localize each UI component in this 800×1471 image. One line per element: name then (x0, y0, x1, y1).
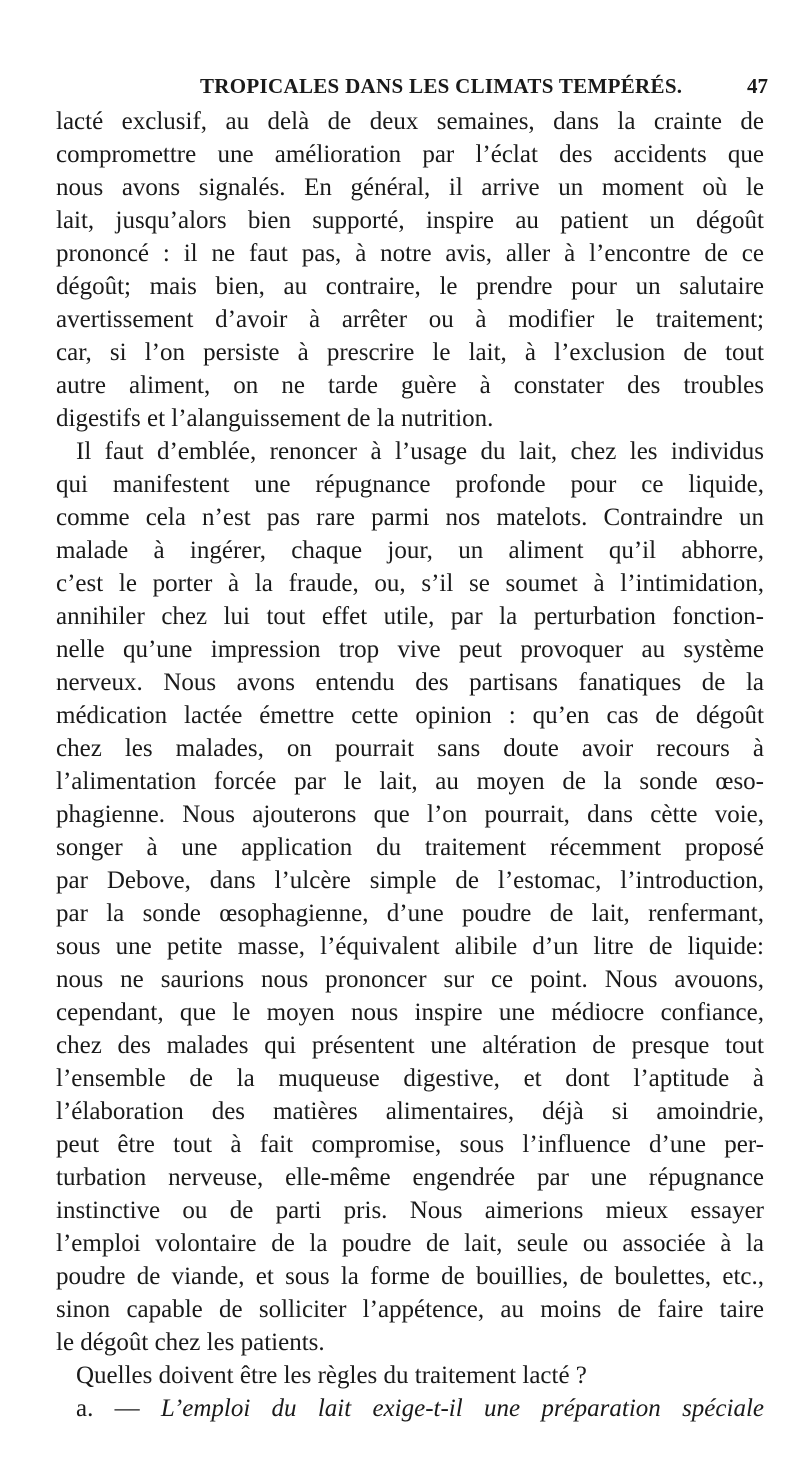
text-line: qui manifestent une répugnance profonde pour ce liquide, (56, 471, 764, 498)
text-line: songer à une application du traitement récemment proposé (56, 834, 764, 861)
text-line: chez des malades qui présentent une altération de presque tout (56, 1032, 764, 1059)
text-line: annihiler chez lui tout effet utile, par la perturbation fonction- (56, 603, 764, 630)
heading-prefix: a. — (76, 1395, 161, 1422)
text-line: phagienne. Nous ajouterons que l’on pourrait, dans cètte voie, (56, 801, 764, 828)
text-line: l’alimentation forcée par le lait, au moyen de la sonde œso- (56, 768, 764, 795)
text-line: cependant, que le moyen nous inspire une médiocre confiance, (56, 999, 764, 1026)
text-line: l’emploi volontaire de la poudre de lait, seule ou associée à la (56, 1230, 764, 1257)
text-line: sinon capable de solliciter l’appétence, au moins de faire taire (56, 1296, 764, 1323)
running-header (56, 70, 768, 106)
text-line: turbation nerveuse, elle-même engendrée par une répugnance (56, 1164, 764, 1191)
text-line: instinctive ou de parti pris. Nous aimerions mieux essayer (56, 1197, 764, 1224)
text-line: peut être tout à fait compromise, sous l’influence d’une per- (56, 1131, 764, 1158)
text-line: avertissement d’avoir à arrêter ou à modifier le traitement; (56, 306, 764, 333)
text-line: prononcé : il ne faut pas, à notre avis, aller à l’encontre de ce (56, 240, 764, 267)
text-line: l’ensemble de la muqueuse digestive, et dont l’aptitude à (56, 1065, 764, 1092)
text-line: c’est le porter à la fraude, ou, s’il se soumet à l’intimidation, (56, 570, 764, 597)
text-line: nous avons signalés. En général, il arrive un moment où le (56, 174, 764, 201)
text-line: autre aliment, on ne tarde guère à constater des troubles (56, 372, 764, 399)
text-line: lacté exclusif, au delà de deux semaines, dans la crainte de (56, 108, 764, 135)
text-line: compromettre une amélioration par l’éclat des accidents que (56, 141, 764, 168)
text-line: sous une petite masse, l’équivalent alibile d’un litre de liquide: (56, 933, 764, 960)
text-line: médication lactée émettre cette opinion : qu’en cas de dégoût (56, 702, 764, 729)
running-title: TROPICALES DANS LES CLIMATS TEMPÉRÉS. (200, 74, 683, 98)
section-heading-line (56, 1392, 764, 1425)
text-line: poudre de viande, et sous la forme de bouillies, de boulettes, etc., (56, 1263, 764, 1290)
paragraph-end-line: digestifs et l’alanguissement de la nutrition. (56, 405, 494, 432)
text-line: car, si l’on persiste à prescrire le lait, à l’exclusion de tout (56, 339, 764, 366)
text-line: comme cela n’est pas rare parmi nos matelots. Contraindre un (56, 504, 764, 531)
text-line: par Debove, dans l’ulcère simple de l’estomac, l’introduction, (56, 867, 764, 894)
text-line: nous ne saurions nous prononcer sur ce point. Nous avouons, (56, 966, 764, 993)
page-number: 47 (747, 74, 768, 98)
text-line: nelle qu’une impression trop vive peut provoquer au système (56, 636, 764, 663)
text-line: l’élaboration des matières alimentaires, déjà si amoindrie, (56, 1098, 764, 1125)
text-line: chez les malades, on pourrait sans doute avoir recours à (56, 735, 764, 762)
body-text (56, 105, 764, 1425)
text-line: lait, jusqu’alors bien supporté, inspire au patient un dégoût (56, 207, 764, 234)
question-line: Quelles doivent être les règles du traitement lacté ? (76, 1362, 587, 1389)
paragraph-start-line: Il faut d’emblée, renoncer à l’usage du lait, chez les individus (76, 438, 764, 465)
text-line: par la sonde œsophagienne, d’une poudre de lait, renfermant, (56, 900, 764, 927)
text-line: dégoût; mais bien, au contraire, le prendre pour un salutaire (56, 273, 764, 300)
paragraph-end-line: le dégoût chez les patients. (56, 1329, 325, 1356)
text-line: malade à ingérer, chaque jour, un aliment qu’il abhorre, (56, 537, 764, 564)
heading-italic-text: L’emploi du lait exige-t-il une préparation spéciale (160, 1395, 764, 1422)
text-line: nerveux. Nous avons entendu des partisans fanatiques de la (56, 669, 764, 696)
